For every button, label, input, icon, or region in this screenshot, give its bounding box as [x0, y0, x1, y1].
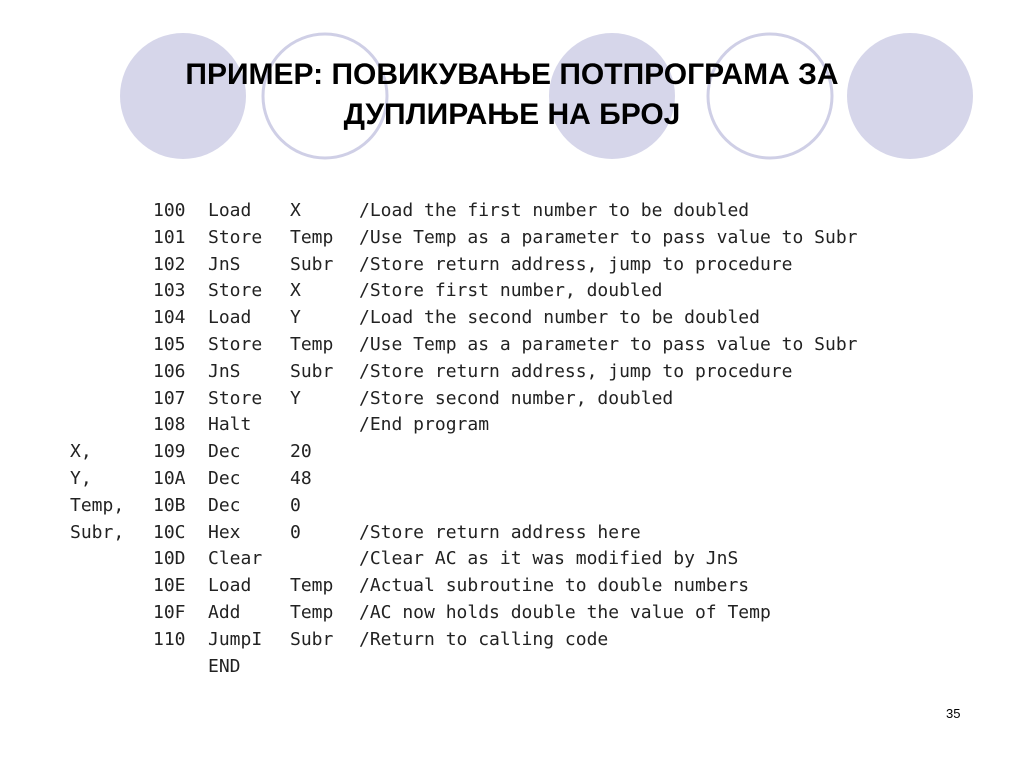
code-comment: /Load the first number to be doubled [359, 200, 750, 221]
code-opcode: Dec [208, 441, 241, 463]
code-operand: 20 [290, 441, 312, 463]
code-address: 10E [153, 575, 186, 597]
code-opcode: JumpI [208, 628, 263, 650]
code-address: 10D [153, 548, 186, 570]
code-opcode: Load [208, 307, 252, 329]
code-operand: Temp [290, 601, 334, 623]
code-opcode: Add [208, 601, 241, 623]
code-label: X, [70, 441, 92, 463]
code-address: 103 [153, 280, 186, 302]
code-address: 105 [153, 333, 186, 355]
code-comment: /Store return address, jump to procedure [359, 360, 793, 382]
code-opcode: Halt [208, 414, 252, 436]
code-operand: Y [290, 387, 301, 409]
code-address: 109 [153, 441, 186, 463]
code-comment: /Store return address here [359, 521, 641, 543]
code-operand: Subr [290, 360, 334, 382]
slide-title [0, 55, 1024, 135]
code-opcode: Store [208, 280, 263, 302]
code-address: 107 [153, 387, 186, 409]
code-operand: Temp [290, 226, 334, 248]
code-operand: 48 [290, 467, 312, 489]
code-address: 10F [153, 601, 186, 623]
code-operand: X [290, 200, 301, 221]
code-label: Y, [70, 467, 92, 489]
code-comment: /Store first number, doubled [359, 280, 663, 302]
code-opcode: END [208, 655, 241, 677]
slide-title-line-1: ПРИМЕР: ПОВИКУВАЊЕ ПОТПРОГРАМА ЗА [185, 58, 839, 91]
code-operand: Y [290, 307, 301, 329]
code-comment: /Store return address, jump to procedure [359, 253, 793, 275]
code-comment: /Store second number, doubled [359, 387, 674, 409]
code-opcode: Dec [208, 467, 241, 489]
code-comment: /AC now holds double the value of Temp [359, 601, 771, 623]
code-address: 101 [153, 226, 186, 248]
code-address: 106 [153, 360, 186, 382]
code-comment: /Actual subroutine to double numbers [359, 575, 750, 597]
code-operand: Subr [290, 628, 334, 650]
code-comment: /Load the second number to be doubled [359, 307, 760, 329]
code-address: 10A [153, 467, 186, 489]
code-opcode: Clear [208, 548, 263, 570]
code-operand: 0 [290, 521, 301, 543]
code-comment: /Return to calling code [359, 628, 609, 650]
code-address: 10B [153, 494, 186, 516]
code-address: 100 [153, 200, 186, 221]
code-address: 108 [153, 414, 186, 436]
code-comment: /Use Temp as a parameter to pass value to Subr [359, 333, 858, 355]
code-address: 104 [153, 307, 186, 329]
code-opcode: Load [208, 200, 252, 221]
code-comment: /Use Temp as a parameter to pass value to Subr [359, 226, 858, 248]
code-operand: Temp [290, 333, 334, 355]
code-operand: Temp [290, 575, 334, 597]
code-opcode: JnS [208, 253, 241, 275]
code-opcode: Dec [208, 494, 241, 516]
code-operand: 0 [290, 494, 301, 516]
code-operand: X [290, 280, 301, 302]
code-comment: /Clear AC as it was modified by JnS [359, 548, 739, 570]
code-label: Subr, [70, 521, 125, 543]
slide-title-line-2: ДУПЛИРАЊЕ НА БРОЈ [343, 98, 681, 131]
code-address: 10C [153, 521, 186, 543]
code-opcode: Store [208, 387, 263, 409]
code-address: 102 [153, 253, 186, 275]
code-address: 110 [153, 628, 186, 650]
code-comment: /End program [359, 414, 490, 436]
page-number: 35 [946, 706, 961, 721]
code-opcode: JnS [208, 360, 241, 382]
code-opcode: Store [208, 333, 263, 355]
code-opcode: Hex [208, 521, 241, 543]
code-label: Temp, [70, 494, 125, 516]
code-opcode: Load [208, 575, 252, 597]
code-opcode: Store [208, 226, 263, 248]
code-operand: Subr [290, 253, 334, 275]
